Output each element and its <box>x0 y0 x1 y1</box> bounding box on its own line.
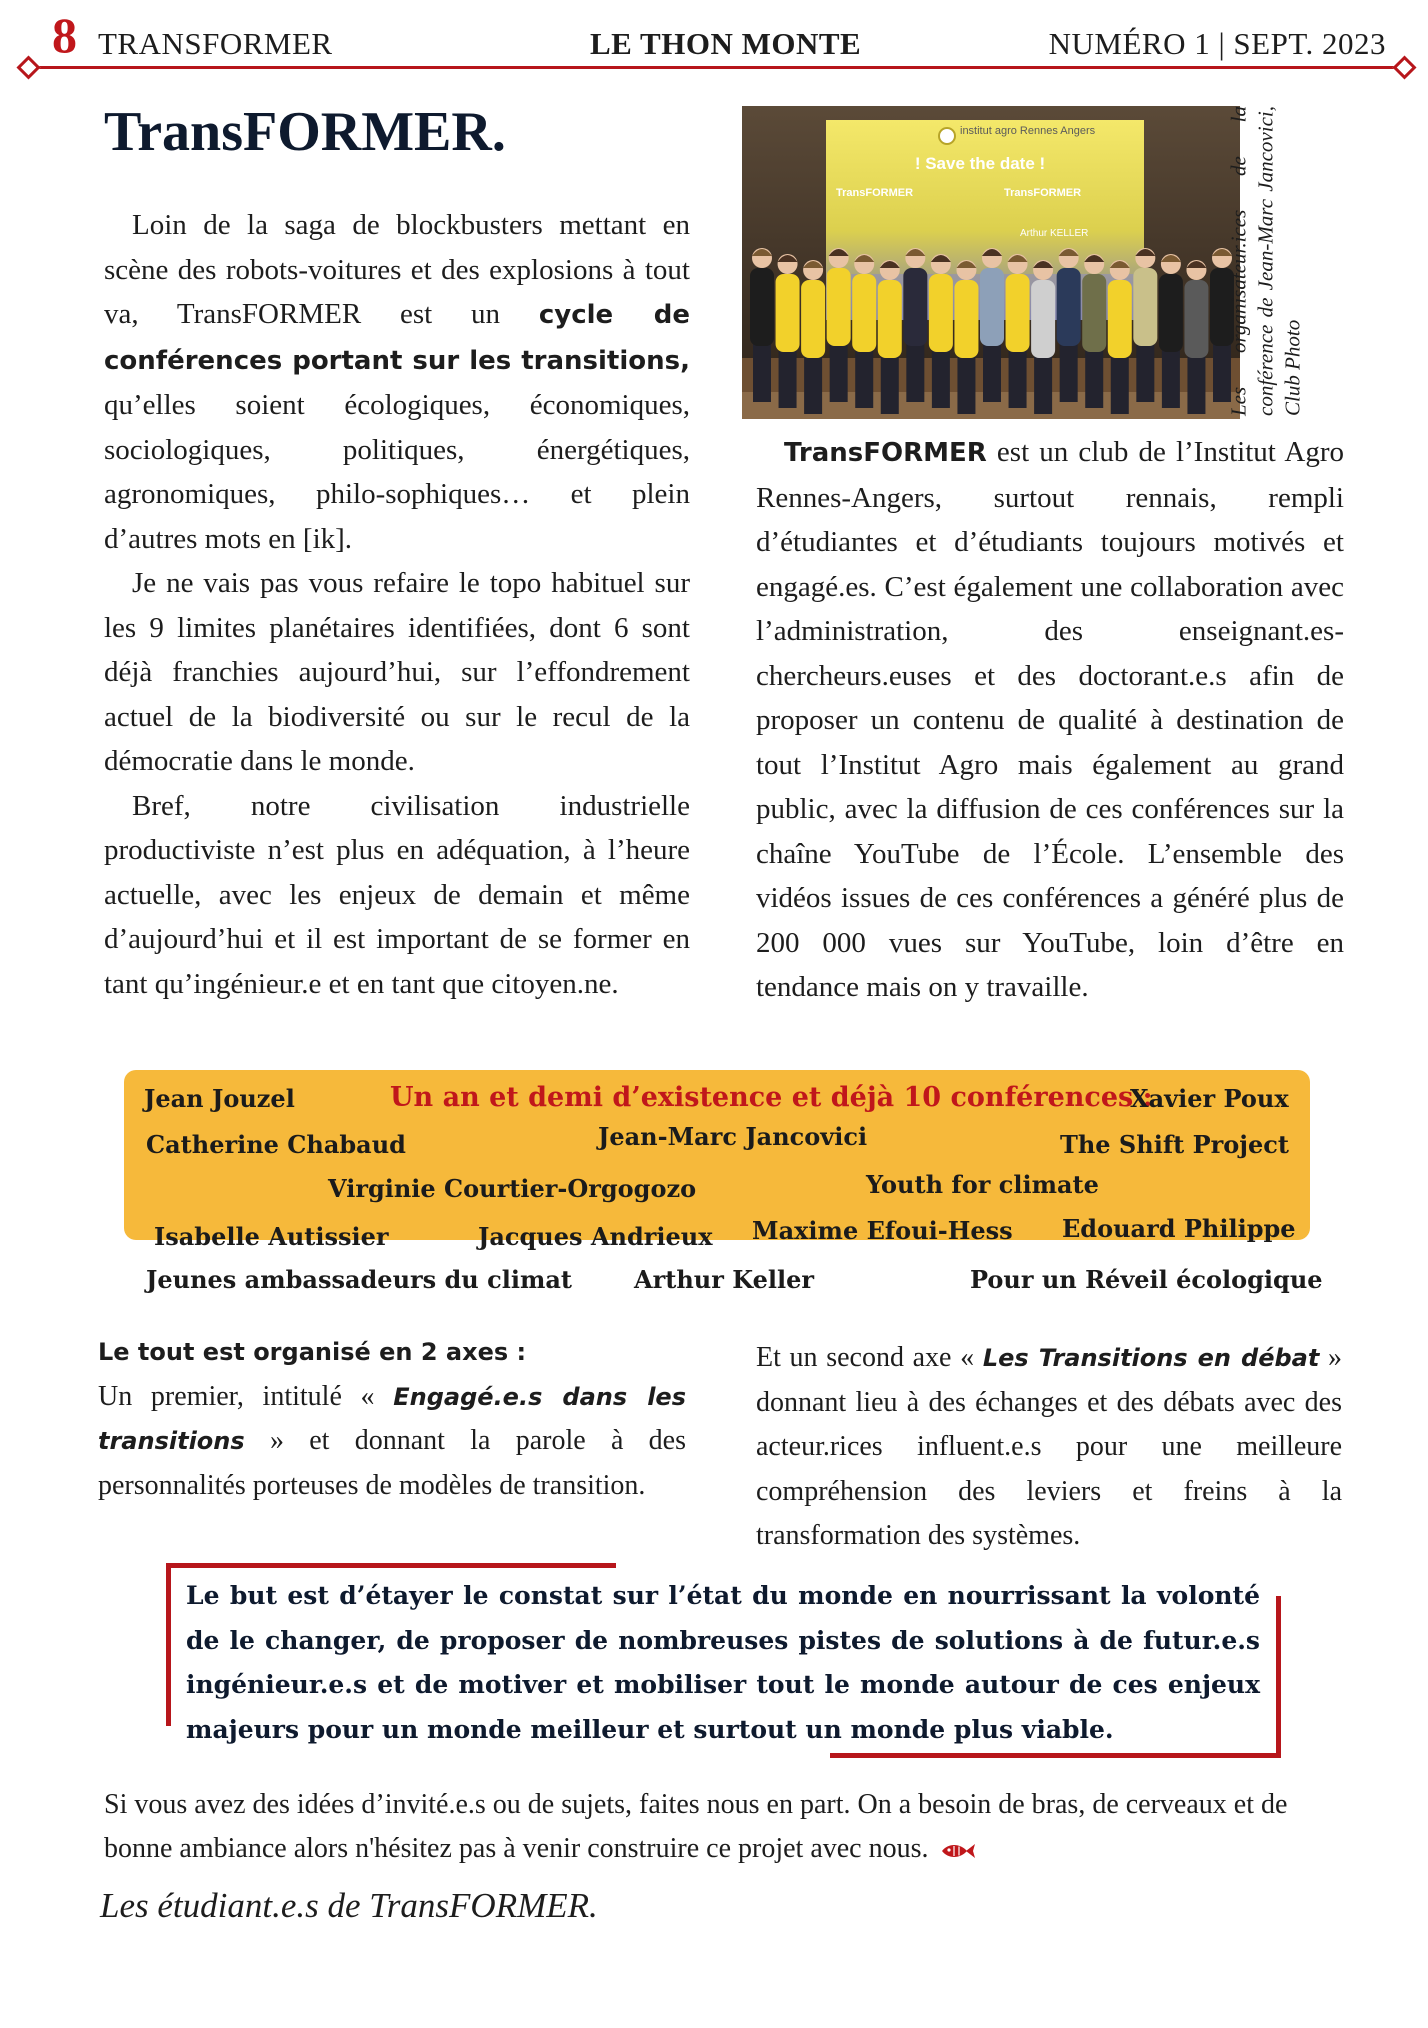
speaker-name: Maxime Efoui-Hess <box>752 1216 1013 1245</box>
person-body <box>903 268 927 346</box>
screen-left-text: TransFORMER <box>836 187 914 199</box>
person-legs <box>1187 354 1205 414</box>
speaker-name: Xavier Poux <box>1130 1084 1289 1113</box>
person-legs <box>881 354 899 414</box>
quote-rule-top <box>166 1563 616 1568</box>
person-body <box>1133 268 1157 346</box>
person-body <box>776 274 800 352</box>
photo-caption: Les organisateur.ices de la conférence de Jean-Marc Jancovici, Club Photo <box>1226 106 1305 416</box>
person-body <box>980 268 1004 346</box>
speaker-name: The Shift Project <box>1060 1130 1289 1159</box>
speaker-name: Isabelle Autissier <box>154 1222 389 1251</box>
left-column <box>104 203 690 1006</box>
first-axis: Un premier, intitulé « Engagé.e.s dans les transitions » et donnant la parole à des personnalités porteuses de modèles de transition. <box>98 1380 686 1501</box>
rule-diamond-left <box>16 55 40 79</box>
person-legs <box>1034 354 1052 414</box>
person-legs <box>804 354 822 414</box>
speaker-name: Jean-Marc Jancovici <box>598 1122 868 1151</box>
speaker-name: Youth for climate <box>866 1170 1099 1199</box>
person-body <box>1031 280 1055 358</box>
right-column <box>756 430 1344 1010</box>
person-legs <box>957 354 975 414</box>
second-axis-title: Les Transitions en débat <box>982 1344 1320 1372</box>
person-legs <box>932 348 950 408</box>
pull-quote: Le but est d’étayer le constat sur l’état du monde en nourrissant la volonté de le changer, de proposer de nombreuses pistes de solutions à de futur.e.s ingénieur.e.s et de motiver et mobiliser tout le monde autour de ces enjeux majeurs pour un monde meilleur et surtout un monde plus viable. <box>186 1581 1260 1744</box>
second-axis: Et un second axe « Les Transitions en débat » donnant lieu à des échanges et des débats avec des acteur.rices influent.e.s pour une meilleure compréhension des leviers et freins à la transformation des systèmes. <box>756 1342 1343 1551</box>
group-photo <box>742 106 1240 419</box>
quote-rule-right <box>1276 1596 1281 1758</box>
speaker-name: Virginie Courtier-Orgogozo <box>328 1174 697 1203</box>
publication-name: LE THON MONTE <box>590 26 862 61</box>
speaker-name: Edouard Philippe <box>1062 1214 1296 1243</box>
header-rule <box>24 66 1404 69</box>
issue-info: NUMÉRO 1 | SEPT. 2023 <box>1048 26 1386 61</box>
person-body <box>1082 274 1106 352</box>
page-number: 8 <box>52 7 77 63</box>
axes-left-column <box>98 1330 686 1508</box>
fish-icon <box>940 1842 976 1860</box>
axes-heading: Le tout est organisé en 2 axes : <box>98 1338 527 1366</box>
person-body <box>801 280 825 358</box>
person-body <box>878 280 902 358</box>
speakers-box-title: Un an et demi d’existence et déjà 10 conférences : <box>390 1082 1153 1113</box>
closing-paragraph: Si vous avez des idées d’invité.e.s ou de sujets, faites nous en part. On a besoin de bras, de cerveaux et de bonne ambiance alors n'hésitez pas à venir construire ce projet avec nous. <box>104 1789 1288 1864</box>
speaker-name: Pour un Réveil écologique <box>970 1265 1323 1294</box>
person-legs <box>1009 348 1027 408</box>
speaker-name: Jean Jouzel <box>144 1084 295 1113</box>
axes-right-column <box>756 1336 1342 1559</box>
speaker-name: Arthur Keller <box>634 1265 814 1294</box>
paragraph-civilisation: Bref, notre civilisation industrielle productiviste n’est plus en adéquation, à l’heure actuelle, avec les enjeux de demain et même d’aujourd’hui et il est important de se former en tant qu’ingénieur.e et en tant que citoyen.ne. <box>104 789 690 1000</box>
person-legs <box>1085 348 1103 408</box>
club-name: TransFORMER <box>784 438 987 468</box>
speaker-name: Jacques Andrieux <box>478 1222 713 1251</box>
person-legs <box>830 342 848 402</box>
person-body <box>954 280 978 358</box>
screen-banner-text: ! Save the date ! <box>914 154 1046 173</box>
person-body <box>929 274 953 352</box>
intro-bold: cycle de conférences portant sur les transitions, <box>104 300 691 376</box>
person-body <box>1057 268 1081 346</box>
speaker-name: Catherine Chabaud <box>146 1130 406 1159</box>
quote-rule-bottom <box>830 1753 1281 1758</box>
person-body <box>1006 274 1030 352</box>
person-body <box>1159 274 1183 352</box>
person-body <box>1184 280 1208 358</box>
screen-logo-text: institut agro Rennes Angers <box>960 125 1096 137</box>
person-body <box>852 274 876 352</box>
person-body <box>750 268 774 346</box>
person-body <box>1108 280 1132 358</box>
person-legs <box>1136 342 1154 402</box>
person-legs <box>779 348 797 408</box>
person-legs <box>1060 342 1078 402</box>
rule-diamond-right <box>1392 55 1416 79</box>
screen-right-text: TransFORMER <box>1004 187 1082 199</box>
person-legs <box>753 342 771 402</box>
person-legs <box>855 348 873 408</box>
person-body <box>827 268 851 346</box>
person-legs <box>906 342 924 402</box>
section-name: TRANSFORMER <box>98 26 333 61</box>
person-legs <box>983 342 1001 402</box>
club-paragraph: TransFORMER est un club de l’Institut Agro Rennes-Angers, surtout rennais, rempli d’étudiantes et d’étudiants toujours motivés et engagé.es. C’est également une collaboration avec l’administration, des enseignant.es-chercheurs.euses et des doctorant.e.s afin de proposer un contenu de qualité à destination de tout l’Institut Agro mais également au grand public, avec la diffusion de ces conférences sur la chaîne YouTube de l’École. L’ensemble des vidéos issues de ces conférences a généré plus de 200 000 vues sur YouTube, loin d’être en tendance mais on y travaille. <box>756 436 1344 1003</box>
screen-name-text: Arthur KELLER <box>1020 228 1089 239</box>
person-legs <box>1111 354 1129 414</box>
article-title: TransFORMER. <box>104 101 506 163</box>
signature: Les étudiant.e.s de TransFORMER. <box>100 1886 598 1925</box>
first-axis-title: Engagé.e.s dans les transitions <box>98 1382 686 1455</box>
quote-rule-left <box>166 1563 171 1726</box>
speaker-name: Jeunes ambassadeurs du climat <box>146 1265 572 1294</box>
person-legs <box>1162 348 1180 408</box>
paragraph-limits: Je ne vais pas vous refaire le topo habituel sur les 9 limites planétaires identifiées, dont 6 sont déjà franchies aujourd’hui, sur l’effondrement actuel de la biodiversité ou sur le recul de la démocratie dans le monde. <box>104 567 690 777</box>
intro-paragraph: Loin de la saga de blockbusters mettant en scène des robots-voitures et des explosions à tout va, TransFORMER est un cycle de conférences portant sur les transitions, qu’elles soient écologiques, économiques, sociologiques, politiques, énergétiques, agronomiques, philo-sophiques… et plein d’autres mots en [ik]. <box>104 209 691 555</box>
